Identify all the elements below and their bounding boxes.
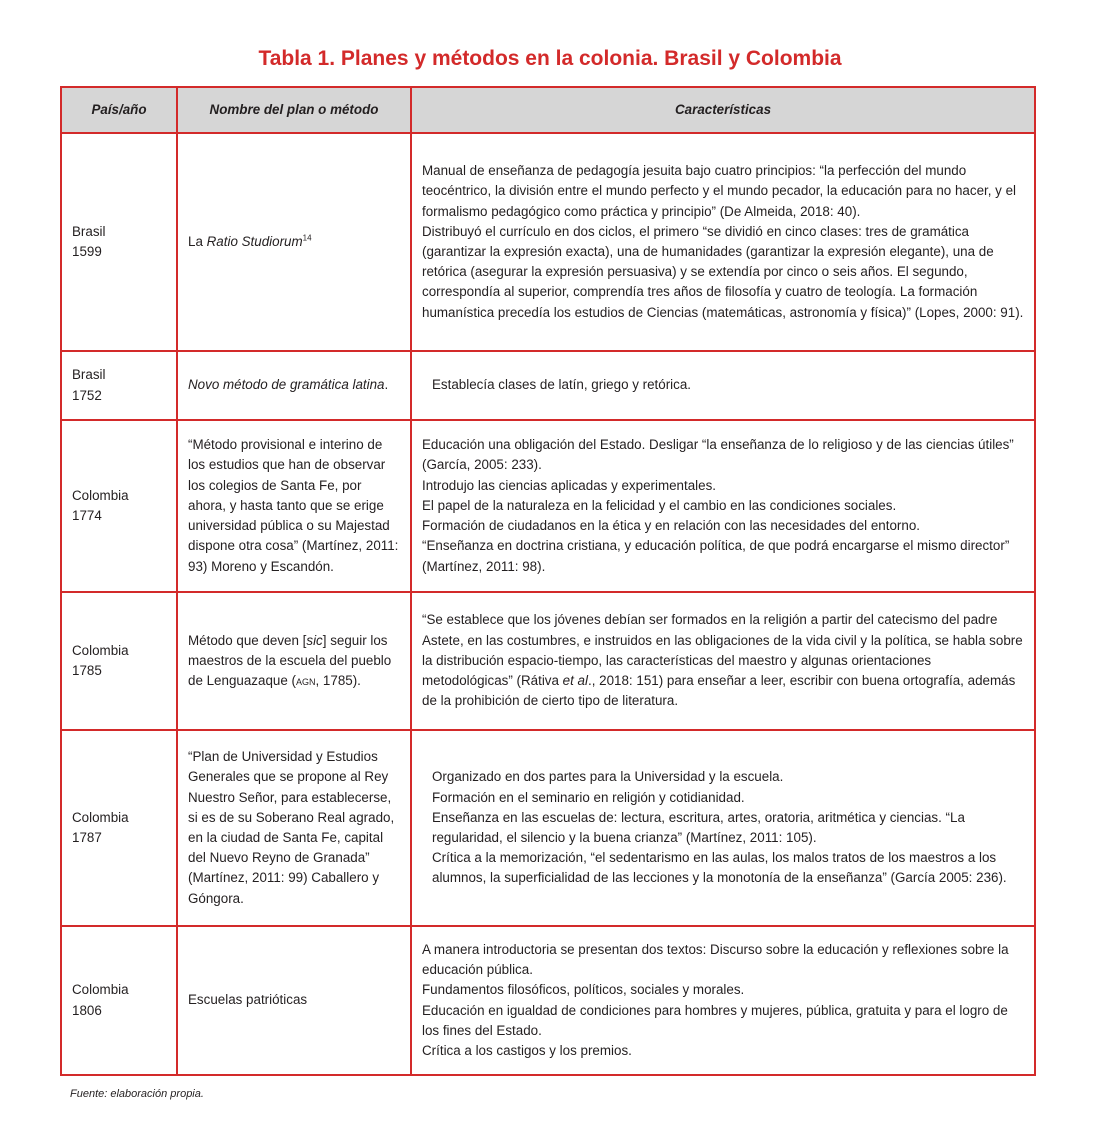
table-row (61, 592, 1035, 730)
features-cell (411, 592, 1035, 730)
features-cell (411, 730, 1035, 926)
plans-table (60, 86, 1036, 1076)
feature-line: Manual de enseñanza de pedagogía jesuita bajo cuatro principios: “la perfección del mundo teocéntrico, la división entre el mundo perfecto y el mundo pecador, la educación para no hacer, y el formalismo pedagógico como práctica y principio” (De Almeida, 2018: 40). (422, 163, 1017, 219)
feature-line: Introdujo las ciencias aplicadas y experimentales. (422, 477, 717, 493)
table-title: Tabla 1. Planes y métodos en la colonia. Brasil y Colombia (258, 47, 842, 70)
table-row (61, 730, 1035, 926)
feature-line: Crítica a los castigos y los premios. (422, 1042, 632, 1058)
plan-text: . (384, 377, 389, 393)
plan-cell (177, 926, 411, 1075)
country-year-cell (61, 133, 177, 351)
country-year-cell (61, 730, 177, 926)
country: Colombia (72, 642, 129, 658)
plan-text-italic: Novo método de gramática latina (188, 377, 385, 393)
country: Colombia (72, 809, 129, 825)
feature-line: Educación en igualdad de condiciones para hombres y mujeres, pública, gratuita y para el logro de los fines del Estado. (422, 1002, 1008, 1038)
feature-line: A manera introductoria se presentan dos textos: Discurso sobre la educación y reflexiones sobre la educación pública. (422, 941, 1009, 978)
country: Colombia (72, 487, 129, 503)
plan-text: Método que deven [ (188, 632, 307, 648)
features-cell (411, 133, 1035, 351)
plan-text: Escuelas patrióticas (188, 992, 308, 1008)
plan-text: ] seguir los maestros de la escuela del pueblo de Lenguazaque ( (188, 632, 392, 689)
features-cell (411, 420, 1035, 592)
footnote-mark: 14 (302, 233, 312, 243)
table-row (61, 926, 1035, 1075)
country-year-cell (61, 420, 177, 592)
country: Colombia (72, 982, 129, 998)
plan-text-smallcaps: agn (295, 673, 316, 689)
plan-text: , 1785). (315, 673, 361, 689)
feature-line: Enseñanza en las escuelas de: lectura, escritura, artes, oratoria, aritmética y ciencias. “La regularidad, el silencio y la buena crianza” (Martínez, 2011: 105). (432, 809, 965, 845)
table-row (61, 420, 1035, 592)
plan-text: “Método provisional e interino de los estudios que han de observar los colegios de Santa Fe, por ahora, y hasta tanto que se erige universidad pública o su Majestad dispone otra cosa” (Martínez, 2011: 93) Moreno y Escandón. (188, 437, 399, 574)
feature-line: “Enseñanza en doctrina cristiana, y educación política, de que podrá encargarse el mismo director” (Martínez, 2011: 98). (422, 538, 1010, 574)
table-row (61, 133, 1035, 351)
feature-line: Educación una obligación del Estado. Desligar “la enseñanza de lo religioso y de las ciencias útiles” (García, 2005: 233). (422, 437, 1014, 473)
plan-cell (177, 133, 411, 351)
country: Brasil (72, 223, 106, 239)
feature-line: Formación de ciudadanos en la ética y en relación con las necesidades del entorno. (422, 518, 920, 534)
table-header-row (61, 87, 1035, 133)
feature-line: Organizado en dos partes para la Universidad y la escuela. (432, 769, 784, 785)
feature-line: Distribuyó el currículo en dos ciclos, el primero “se dividió en cinco clases: tres de gramática (garantizar la expresión exacta), una de humanidades (garantizar la expresión elegante), una de retórica (asegurar la expresión persuasiva) y se extendía por cinco o seis años. El segundo, correspondía al superior, comprendía tres años de filosofía y cuatro de teología. La formación humanística precedía los estudios de Ciencias (matemáticas, astronomía y física)” (Lopes, 2000: 91). (422, 223, 1024, 320)
feature-line: “Se establece que los jóvenes debían ser formados en la religión a partir del catecismo del padre Astete, en las costumbres, e instruidos en las obligaciones de la vida civil y la política, se habla sobre la distribución espacio-tiempo, las características del maestro y algunas orientaciones metodológicas” (Rátiva (422, 612, 1023, 689)
country: Brasil (72, 367, 106, 383)
features-cell (411, 926, 1035, 1075)
year: 1599 (72, 244, 102, 259)
year: 1752 (72, 387, 102, 403)
plan-cell (177, 420, 411, 592)
year: 1806 (72, 1002, 102, 1018)
feature-line: Fundamentos filosóficos, políticos, sociales y morales. (422, 982, 745, 998)
header-plan-name: Nombre del plan o método (177, 87, 411, 133)
year: 1774 (72, 508, 102, 523)
plan-text: La (188, 233, 207, 249)
feature-line: Establecía clases de latín, griego y retórica. (432, 377, 692, 393)
features-cell (411, 351, 1035, 420)
feature-line: El papel de la naturaleza en la felicidad y el cambio en las condiciones sociales. (422, 497, 897, 513)
header-country-year: País/año (61, 87, 177, 133)
plan-cell (177, 351, 411, 420)
feature-line: ., 2018: 151) para enseñar a leer, escribir con buena ortografía, además de la prohibición de cierto tipo de literatura. (422, 673, 1016, 709)
year: 1787 (72, 830, 102, 845)
plan-text-italic: Ratio Studiorum (206, 233, 303, 249)
country-year-cell (61, 926, 177, 1075)
year: 1785 (72, 663, 102, 678)
plan-cell (177, 592, 411, 730)
plan-cell (177, 730, 411, 926)
table-row (61, 351, 1035, 420)
feature-line: Crítica a la memorización, “el sedentarismo en las aulas, los malos tratos de los maestros a los alumnos, la superficialidad de las lecciones y la monotonía de la enseñanza” (García 2005: 236). (432, 850, 1007, 886)
plan-text-italic: sic (306, 632, 323, 648)
feature-italic: et al (562, 673, 588, 689)
header-features: Características (411, 87, 1035, 133)
source-note: Fuente: elaboración propia. (70, 1088, 204, 1100)
country-year-cell (61, 351, 177, 420)
feature-line: Formación en el seminario en religión y cotidianidad. (432, 789, 745, 805)
country-year-cell (61, 592, 177, 730)
plan-text: “Plan de Universidad y Estudios Generales que se propone al Rey Nuestro Señor, para establecerse, si es de su Soberano Real agrado, en la ciudad de Santa Fe, capital del Nuevo Reyno de Granada” (Martínez, 2011: 99) Caballero y Góngora. (188, 749, 395, 906)
